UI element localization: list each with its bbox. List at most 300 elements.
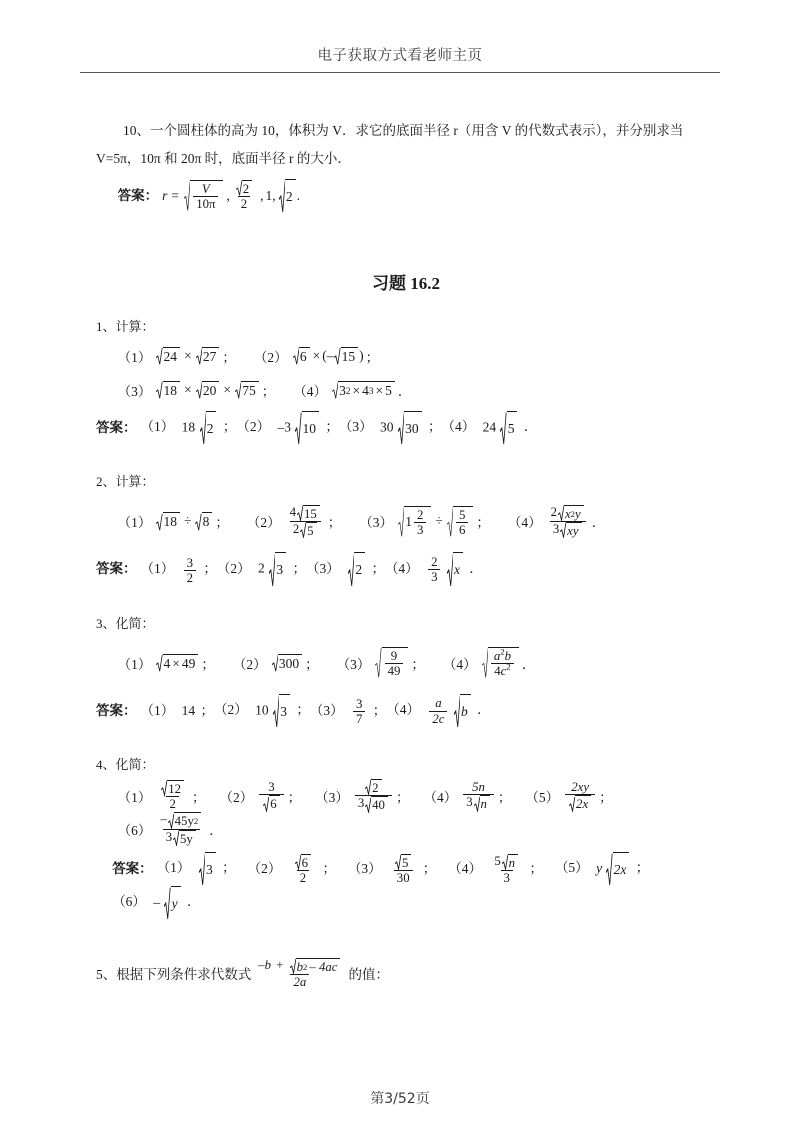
radical-6 <box>263 795 279 811</box>
answer-3 <box>306 552 385 586</box>
fraction-numerator: 2 <box>431 555 438 569</box>
problem-4-item-3 <box>315 779 409 812</box>
equals-sign: = <box>171 187 179 203</box>
item-index: （3） <box>347 860 382 876</box>
answer-separator-2: , <box>260 187 264 203</box>
page-footer <box>0 1088 800 1108</box>
answer-4 <box>441 411 537 445</box>
problem-1-heading: 1、计算： <box>96 319 155 335</box>
answer-1 <box>141 553 217 585</box>
radical-2 <box>236 180 252 196</box>
fraction <box>385 649 404 678</box>
semicolon: ； <box>422 860 437 876</box>
coefficient: 30 <box>380 419 394 435</box>
problem-2-item-4 <box>508 505 605 538</box>
fraction <box>429 696 447 725</box>
radical-hook-icon <box>558 505 564 521</box>
radicand: 2 <box>285 179 296 213</box>
problem-5-row <box>96 950 716 996</box>
coefficient: –3 <box>277 419 291 435</box>
semicolon: ； <box>215 515 229 531</box>
period: ． <box>591 515 606 531</box>
fraction <box>291 854 315 885</box>
base-x: x <box>564 506 571 521</box>
radical-hook-icon <box>235 381 241 399</box>
problem-2-heading: 2、计算： <box>96 474 155 490</box>
fraction-numerator: a <box>435 696 442 711</box>
radical-hook-icon <box>560 522 566 538</box>
item-index: （4） <box>442 656 477 672</box>
item-index: （1） <box>140 561 175 577</box>
item-index: （3） <box>305 560 340 576</box>
fraction-denominator <box>550 521 586 538</box>
problem-1-item-2 <box>254 346 379 366</box>
semicolon: ； <box>296 702 310 718</box>
fraction-denominator <box>355 795 392 812</box>
radical-hook-icon <box>263 796 269 812</box>
problem-4-item-4 <box>423 780 511 811</box>
answer-2 <box>214 694 310 728</box>
problem-3 <box>96 613 716 728</box>
semicolon: ； <box>287 789 302 805</box>
times-symbol: × <box>312 348 321 364</box>
radical-15 <box>297 505 320 521</box>
variable-b: b <box>504 649 512 664</box>
problem-1-answers <box>96 411 716 445</box>
fraction <box>463 780 494 811</box>
coefficient: 18 <box>181 419 196 435</box>
item-index: （3） <box>338 419 373 435</box>
answer-label: 答案： <box>96 420 137 436</box>
fraction-numerator: 5n <box>472 780 485 795</box>
radicand: 18 <box>163 512 181 530</box>
radical-3 <box>199 852 216 886</box>
radical-hook-icon <box>395 854 401 870</box>
answer-3 <box>339 411 442 445</box>
radical-hook-icon <box>348 553 354 587</box>
radical-hook-icon <box>164 886 170 920</box>
problem-3-item-1 <box>118 653 215 673</box>
negative-sign: – <box>153 894 161 910</box>
radicand: b <box>460 694 471 728</box>
radicand: 8 <box>202 512 213 530</box>
fraction-denominator <box>463 794 494 811</box>
item-index: （4） <box>448 860 482 876</box>
radical-hook-icon <box>273 694 279 728</box>
fraction-numerator: V <box>201 182 210 197</box>
item-index: （3） <box>336 656 371 672</box>
divide-symbol: ÷ <box>435 513 443 529</box>
radical-10 <box>295 411 319 445</box>
item-index: （4） <box>384 560 419 576</box>
term-4ac: – 4ac <box>309 959 338 974</box>
radical-6 <box>295 854 311 870</box>
radical-18 <box>156 512 180 530</box>
problem-3-heading: 3、化简： <box>96 615 155 631</box>
radicand <box>404 506 431 537</box>
times-symbol: × <box>184 382 192 398</box>
radical-hook-icon <box>447 506 453 537</box>
radicand: 30 <box>404 411 422 445</box>
times-symbol: × <box>172 655 180 671</box>
radical-hook-icon <box>290 958 296 974</box>
radicand: y <box>171 886 181 920</box>
radicand-base: 45y <box>174 814 194 829</box>
fraction-numerator <box>391 854 415 870</box>
period: ． <box>397 384 412 400</box>
radicand: 10 <box>302 411 320 445</box>
factor-49: 49 <box>181 655 196 671</box>
radicand: 5y <box>179 830 196 846</box>
problem-2-answers <box>96 552 716 586</box>
radical-n <box>474 795 490 811</box>
radical-hook-icon <box>297 505 303 521</box>
answer-label: 答案： <box>96 702 137 718</box>
radicand: 75 <box>241 381 259 399</box>
answer-4 <box>386 694 490 728</box>
fraction <box>414 508 426 537</box>
radicand: 27 <box>202 347 220 365</box>
answer-2 <box>217 552 306 586</box>
problem-10-line-2: V=5π，10π 和 20π 时，底面半径 r 的大小． <box>96 151 351 167</box>
problem-2-row <box>96 496 716 546</box>
fraction <box>491 646 514 679</box>
radicand: 2 <box>371 779 381 795</box>
radical-24 <box>156 347 180 365</box>
radical-mixed-1-2-3 <box>398 506 431 537</box>
problem-5-heading-suffix: 的值： <box>348 967 389 983</box>
radical-hook-icon <box>269 553 275 587</box>
fraction-denominator <box>259 794 283 811</box>
radical-6 <box>293 347 310 365</box>
radical-15 <box>334 347 358 365</box>
radical-hook-icon <box>334 347 340 365</box>
fraction-denominator: 3 <box>501 870 513 885</box>
base-b: b <box>296 959 303 974</box>
semicolon: ； <box>201 656 215 672</box>
answer-label: 答案： <box>96 561 137 577</box>
period: ． <box>477 702 491 718</box>
semicolon: ； <box>371 560 385 576</box>
radical-hook-icon <box>502 854 508 870</box>
radicand <box>488 647 519 678</box>
period: ． <box>522 656 536 672</box>
radical-hook-icon <box>398 506 404 537</box>
fraction-denominator <box>163 829 200 846</box>
item-index: （2） <box>247 860 282 876</box>
fraction-denominator: 2 <box>166 796 178 811</box>
fraction-denominator: 2c <box>429 711 447 726</box>
radical-y <box>164 886 180 920</box>
item-index: （1） <box>117 350 152 366</box>
fraction <box>456 508 468 537</box>
radical-3 <box>273 694 290 728</box>
radicand: 2x <box>575 795 591 811</box>
problem-5-heading: 5、根据下列条件求代数式 <box>96 967 252 983</box>
radicand: 40 <box>371 796 388 812</box>
radicand: 15 <box>303 505 320 521</box>
coefficient: 2 <box>550 504 558 519</box>
radical-2x <box>569 795 591 811</box>
answer-value: 14 <box>181 702 196 718</box>
radicand: 6 <box>269 795 279 811</box>
problem-4-row <box>96 779 716 845</box>
answer-variable: r <box>162 187 168 203</box>
item-index: （6） <box>117 823 152 839</box>
radical-n <box>502 854 518 870</box>
radicand <box>163 654 199 672</box>
item-index: （2） <box>214 702 248 718</box>
answer-5 <box>555 852 649 886</box>
radicand: 6 <box>301 854 311 870</box>
radicand: x 2 y <box>564 505 584 521</box>
radical-45y2 <box>168 812 201 828</box>
answer-1 <box>141 411 237 445</box>
radical-hook-icon <box>156 654 162 672</box>
item-index: （4） <box>507 515 542 531</box>
fraction-numerator <box>491 854 522 870</box>
fraction-quadratic <box>255 958 344 989</box>
radical-300 <box>272 654 302 672</box>
problem-4-item-5 <box>525 780 612 811</box>
semicolon: ； <box>365 350 380 366</box>
fraction <box>353 697 365 726</box>
radical-hook-icon <box>184 180 190 211</box>
radicand: 5 <box>401 854 411 870</box>
radicand: 2 <box>242 180 252 196</box>
page-number: 第3/52页 <box>370 1091 430 1107</box>
fraction-numerator <box>361 779 385 795</box>
radical-hook-icon <box>196 381 202 399</box>
radicand: 12 <box>167 780 184 796</box>
radical-hook-icon <box>332 381 338 399</box>
fraction <box>184 556 196 585</box>
radical-3sq-times-4cubed-times-5 <box>332 381 395 399</box>
divide-symbol: ÷ <box>184 513 192 529</box>
radical-2 <box>348 552 365 586</box>
period: ． <box>209 823 223 839</box>
radical-discriminant <box>290 958 341 974</box>
radical-x <box>447 552 463 586</box>
fraction-numerator <box>232 180 256 196</box>
radical-12 <box>161 780 184 796</box>
radicand: 5 <box>507 411 518 445</box>
radical-hook-icon <box>161 780 167 796</box>
item-index: （4） <box>423 789 458 805</box>
problem-4-item-1 <box>118 780 206 811</box>
fraction <box>491 854 522 885</box>
fraction-denominator <box>491 663 513 678</box>
answer-label: 答案： <box>112 860 153 876</box>
radical-hook-icon <box>236 180 242 196</box>
mixed-number <box>405 508 428 537</box>
item-index: （1） <box>140 419 175 435</box>
radical-hook-icon <box>482 647 488 678</box>
radicand: 3 <box>279 694 290 728</box>
coefficient: 4 <box>289 504 297 519</box>
radical-hook-icon <box>156 347 162 365</box>
fraction <box>157 780 188 811</box>
radical-hook-icon <box>156 381 162 399</box>
radical-5 <box>395 854 411 870</box>
answer-3 <box>310 695 386 727</box>
item-index: （2） <box>253 350 288 366</box>
answer-4 <box>385 552 483 586</box>
radical-hook-icon <box>295 411 301 445</box>
fraction <box>287 505 324 538</box>
radical-8 <box>195 512 212 530</box>
period: ． <box>469 560 483 576</box>
problem-2-item-1 <box>118 511 229 531</box>
radical-9-over-49 <box>375 647 408 678</box>
semicolon: ； <box>222 859 236 875</box>
fraction-numerator: 3 <box>268 780 275 795</box>
coefficient: 5 <box>494 853 501 868</box>
semicolon: ； <box>261 384 276 400</box>
answer-6 <box>112 886 200 920</box>
problem-4-item-6 <box>118 812 223 845</box>
answer-1 <box>141 695 215 727</box>
semicolon: ； <box>192 789 206 805</box>
fraction-denominator <box>565 794 595 811</box>
whole-part: 1 <box>405 514 412 530</box>
fraction-denominator: 7 <box>353 711 365 726</box>
semicolon: ； <box>497 789 512 805</box>
radical-75 <box>235 381 259 399</box>
radical-hook-icon <box>196 347 202 365</box>
coefficient: 10 <box>255 702 269 718</box>
radicand: 20 <box>202 381 220 399</box>
page-header <box>0 44 800 65</box>
radical-a2b-over-4c2 <box>482 647 519 678</box>
radical-hook-icon <box>569 796 575 812</box>
semicolon: ； <box>322 860 336 876</box>
times-symbol: × <box>223 382 231 398</box>
coefficient: 3 <box>165 829 173 844</box>
problem-10 <box>96 118 716 213</box>
radicand: b 2 – 4ac <box>296 958 341 974</box>
factor-5: 5 <box>385 383 392 399</box>
fraction-v-10pi <box>193 182 218 211</box>
fraction-denominator: 3 <box>414 522 426 537</box>
radical-hook-icon <box>168 813 174 829</box>
radical-hook-icon <box>447 553 453 587</box>
fraction <box>565 780 595 811</box>
item-index: （1） <box>117 515 152 531</box>
radicand: 300 <box>278 654 302 672</box>
item-index: （5） <box>554 859 589 875</box>
base-3: 3 <box>339 383 346 399</box>
radicand: 3 2 × 4 3 × 5 <box>338 381 395 399</box>
header-title: 电子获取方式看老师主页 <box>317 48 483 64</box>
problem-3-row <box>96 638 716 688</box>
radicand: 6 <box>299 347 310 365</box>
item-index: （2） <box>246 515 281 531</box>
radical-hook-icon <box>365 797 371 813</box>
item-index: （4） <box>386 702 420 718</box>
term-minus-b: –b <box>258 957 272 972</box>
radicand <box>382 647 409 678</box>
problem-3-item-3 <box>337 647 425 678</box>
radical-x2y <box>558 505 584 521</box>
problem-1-item-1 <box>118 346 236 366</box>
semicolon: ； <box>395 789 410 805</box>
item-index: （3） <box>315 789 349 805</box>
radicand: 15 <box>341 347 359 365</box>
item-index: （3） <box>359 515 394 531</box>
radical-hook-icon <box>272 654 278 672</box>
problem-3-item-2 <box>233 653 319 673</box>
coefficient: 3 <box>552 521 560 536</box>
fraction-denominator: 49 <box>385 663 404 678</box>
coefficient: 2 <box>258 560 265 576</box>
radical-xy <box>560 522 581 538</box>
fraction <box>548 505 588 538</box>
problem-4-item-2 <box>220 780 302 811</box>
problem-2-item-2 <box>247 505 341 538</box>
fraction-denominator: 3 <box>428 569 440 584</box>
item-index: （4） <box>441 419 476 435</box>
fraction-numerator <box>255 958 344 974</box>
fraction-denominator <box>290 521 321 538</box>
fraction-numerator <box>291 854 315 870</box>
radical-5y <box>173 830 196 846</box>
fraction-numerator: 3 <box>355 697 363 712</box>
radicand: 2x <box>613 852 630 886</box>
fraction <box>157 812 205 845</box>
radicand: 3 <box>275 552 286 586</box>
radicand: 3 <box>205 852 216 886</box>
radical-v-over-10pi <box>184 180 224 211</box>
answer-2 <box>236 411 339 445</box>
exponent-2: 2 <box>500 646 505 657</box>
fraction-numerator: 3 <box>186 555 194 570</box>
item-index: （6） <box>112 894 146 910</box>
answer-2 <box>248 853 336 886</box>
coefficient: 3 <box>357 796 365 811</box>
radical-5-over-6 <box>447 506 474 537</box>
semicolon: ； <box>203 561 217 577</box>
item-index: （5） <box>525 789 560 805</box>
radicand: n <box>508 854 518 870</box>
semicolon: ； <box>476 515 490 531</box>
semicolon: ； <box>222 350 236 366</box>
period: ． <box>523 419 538 435</box>
answer-value-one: 1, <box>265 187 276 203</box>
radical-hook-icon <box>279 179 285 213</box>
item-index: （1） <box>156 859 191 875</box>
radical-hook-icon <box>375 647 381 678</box>
radical-18 <box>156 381 180 399</box>
radicand: 5 <box>306 522 316 538</box>
fraction <box>391 854 415 885</box>
item-index: （4） <box>293 384 327 400</box>
semicolon: ； <box>411 656 425 672</box>
section-title: 习题 16.2 <box>372 274 440 294</box>
fraction-numerator: 2xy <box>571 780 590 795</box>
fraction-denominator: 30 <box>394 870 413 885</box>
radical-hook-icon <box>398 411 404 445</box>
problem-4 <box>96 754 716 920</box>
radical-hook-icon <box>606 852 612 886</box>
semicolon: ； <box>599 789 613 805</box>
semicolon: ； <box>325 419 339 435</box>
radical-hook-icon <box>293 347 299 365</box>
minus-symbol: – <box>326 348 334 364</box>
problem-4-answers <box>96 852 716 921</box>
semicolon: ； <box>222 419 237 435</box>
problem-1-row-b <box>96 375 716 405</box>
